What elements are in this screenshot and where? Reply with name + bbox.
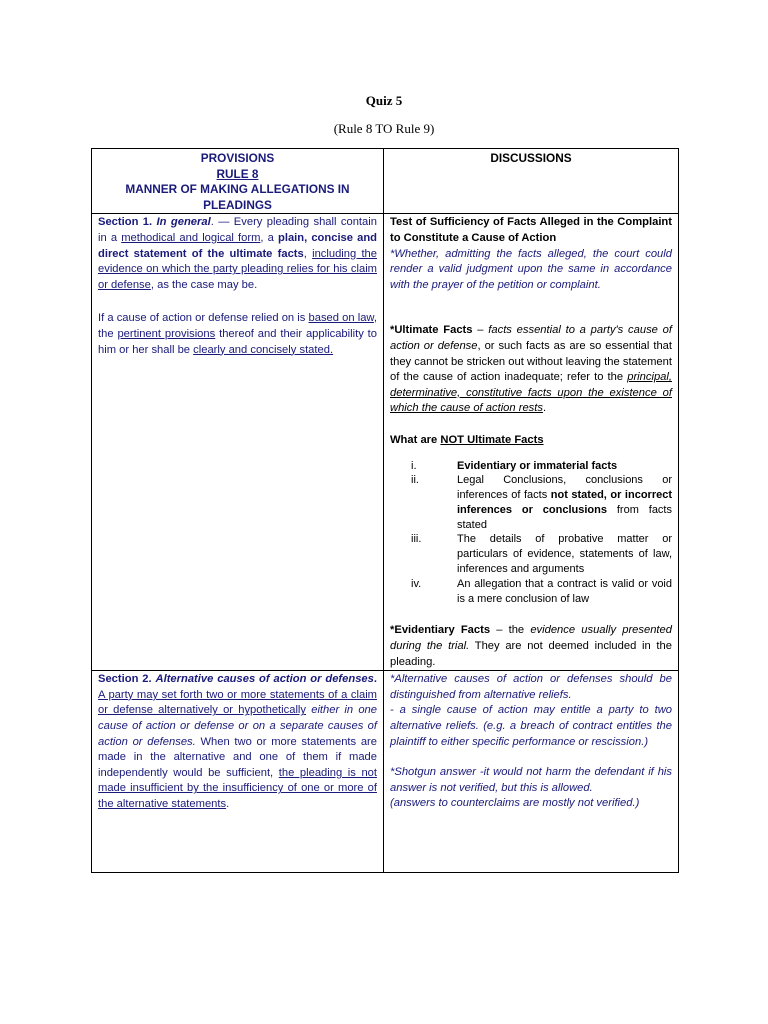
text-run: . [373, 673, 377, 686]
text-run: *Shotgun answer -it would not harm the defendant if his answer is not verified, but this is allowed. [390, 766, 672, 794]
text-run: When two or more statements are made in the alternative and one of them if made independently would be sufficient, [98, 735, 378, 779]
text-run: Legal Conclusions, conclusions or inferences of facts [457, 474, 672, 502]
discussions-header-cell [384, 149, 679, 214]
text-run: *Ultimate Facts [390, 324, 473, 337]
text-run: based on law [308, 312, 374, 325]
text-run: principal, determinative, constitutive facts upon the existence of which the cause of action rests [390, 371, 672, 415]
text-run: including the evidence on which the party pleading relies for his claim or defense [98, 247, 378, 291]
section-1-paragraph-2 [98, 311, 377, 358]
evidentiary-facts-paragraph [390, 623, 672, 670]
text-run: methodical and logical form [121, 231, 261, 244]
section-1-heading: In general [156, 216, 211, 229]
text-run: Evidentiary or immaterial facts [457, 459, 618, 472]
text-run: either in one cause of action or defense or on a separate causes of action or defenses. [98, 704, 377, 748]
list-number: iv. [411, 577, 422, 590]
not-ultimate-facts-heading [390, 433, 672, 449]
text-run: A party may set forth two or more statements of a claim or defense alternatively or hypothetically [98, 688, 377, 717]
section-1-paragraph [98, 215, 377, 293]
text-run: plain, concise and direct statement of the ultimate facts [98, 231, 378, 260]
text-run: evidence usually presented during the trial. [390, 624, 672, 653]
table-header-row [92, 149, 679, 214]
list-item [390, 459, 672, 474]
text-run: *Evidentiary Facts [390, 624, 491, 637]
provisions-header-cell [92, 149, 384, 214]
section-1-label: Section 1. [98, 216, 153, 229]
text-run: clearly and concisely stated. [193, 343, 334, 356]
section-2-label: Section 2. [98, 673, 152, 686]
text-run: from facts stated [457, 503, 672, 531]
text-run: , a [260, 231, 278, 244]
section-1-cell [92, 214, 384, 671]
text-run: – the [490, 624, 531, 637]
list-number: iii. [411, 533, 422, 546]
provisions-table [91, 148, 679, 873]
list-text [457, 473, 672, 532]
text-run: , as the case may be. [150, 278, 258, 291]
text-run: pertinent provisions [117, 327, 216, 340]
table-row-section-1 [92, 214, 679, 671]
list-number: ii. [411, 474, 419, 487]
text-run: They are not deemed included in the pleading. [390, 640, 672, 668]
list-number: i. [411, 459, 417, 472]
text-run: - a single cause of action may entitle a party to two alternative reliefs. (e.g. a breach of contract entitles the plaintiff to either specific performance or rescission.) [390, 704, 672, 748]
rule-heading: RULE 8 [216, 166, 259, 181]
section-2-cell [92, 671, 384, 873]
list-text [457, 577, 672, 607]
text-run: An allegation that a contract is valid or void is a mere conclusion of law [457, 577, 672, 605]
text-run: NOT Ultimate Facts [440, 433, 544, 446]
document-subtitle: (Rule 8 TO Rule 9) [333, 121, 435, 136]
test-text [390, 247, 672, 294]
text-run: . — Every pleading shall contain in a [98, 216, 377, 244]
list-item [390, 532, 672, 576]
text-run: not stated, or incorrect inferences or conclusions [457, 489, 673, 516]
test-heading [390, 215, 672, 246]
manner-heading: MANNER OF MAKING ALLEGATIONS IN PLEADINGS [125, 182, 350, 212]
section-2-paragraph [98, 672, 377, 812]
list-item [390, 473, 672, 532]
text-run: What are [390, 433, 441, 446]
text-run: – [472, 324, 489, 337]
text-run: , [303, 247, 313, 260]
not-ultimate-facts-list [390, 459, 672, 607]
text-run: . [226, 798, 230, 810]
ultimate-facts-paragraph [390, 323, 672, 417]
text-run: *Whether, admitting the facts alleged, the court could render a valid judgment upon the same in accordance with the prayer of the petition or complaint. [390, 247, 672, 291]
provisions-heading: PROVISIONS [200, 151, 275, 165]
text-run: Test of Sufficiency of Facts Alleged in the Complaint to Constitute a Cause of Action [390, 216, 672, 244]
discussion-2-cell [384, 671, 679, 873]
shotgun-answer-text [390, 765, 672, 796]
single-cause-text [390, 703, 672, 750]
text-run: If a cause of action or defense relied on is [98, 312, 309, 325]
discussions-heading: DISCUSSIONS [490, 151, 572, 165]
text-run: The details of probative matter or particulars of evidence, statements of law, inferences and arguments [457, 533, 672, 576]
text-run: . [542, 402, 547, 415]
list-text [457, 459, 672, 474]
list-text [457, 532, 672, 576]
text-run: , or such facts as are so essential that they cannot be stricken out without leaving the statement of the cause of action inadequate; refer to the [390, 339, 672, 384]
list-item [390, 577, 672, 607]
text-run: *Alternative causes of action or defenses should be distinguished from alternative reliefs. [390, 673, 672, 701]
text-run: facts essential to a party's cause of action or defense [390, 324, 672, 352]
text-run: (answers to counterclaims are mostly not verified.) [390, 797, 640, 810]
text-run: the pleading is not made insufficient by the insufficiency of one or more of the alternative statements [98, 766, 377, 810]
alternative-reliefs-text [390, 672, 672, 703]
section-2-heading: Alternative causes of action or defenses [155, 673, 374, 686]
text-run: , the [98, 312, 377, 340]
document-title: Quiz 5 [365, 93, 403, 108]
discussion-1-cell [384, 214, 679, 671]
table-row-section-2 [92, 671, 679, 873]
text-run: thereof and their applicability to him or her shall be [98, 327, 377, 356]
counterclaims-text [390, 796, 672, 812]
